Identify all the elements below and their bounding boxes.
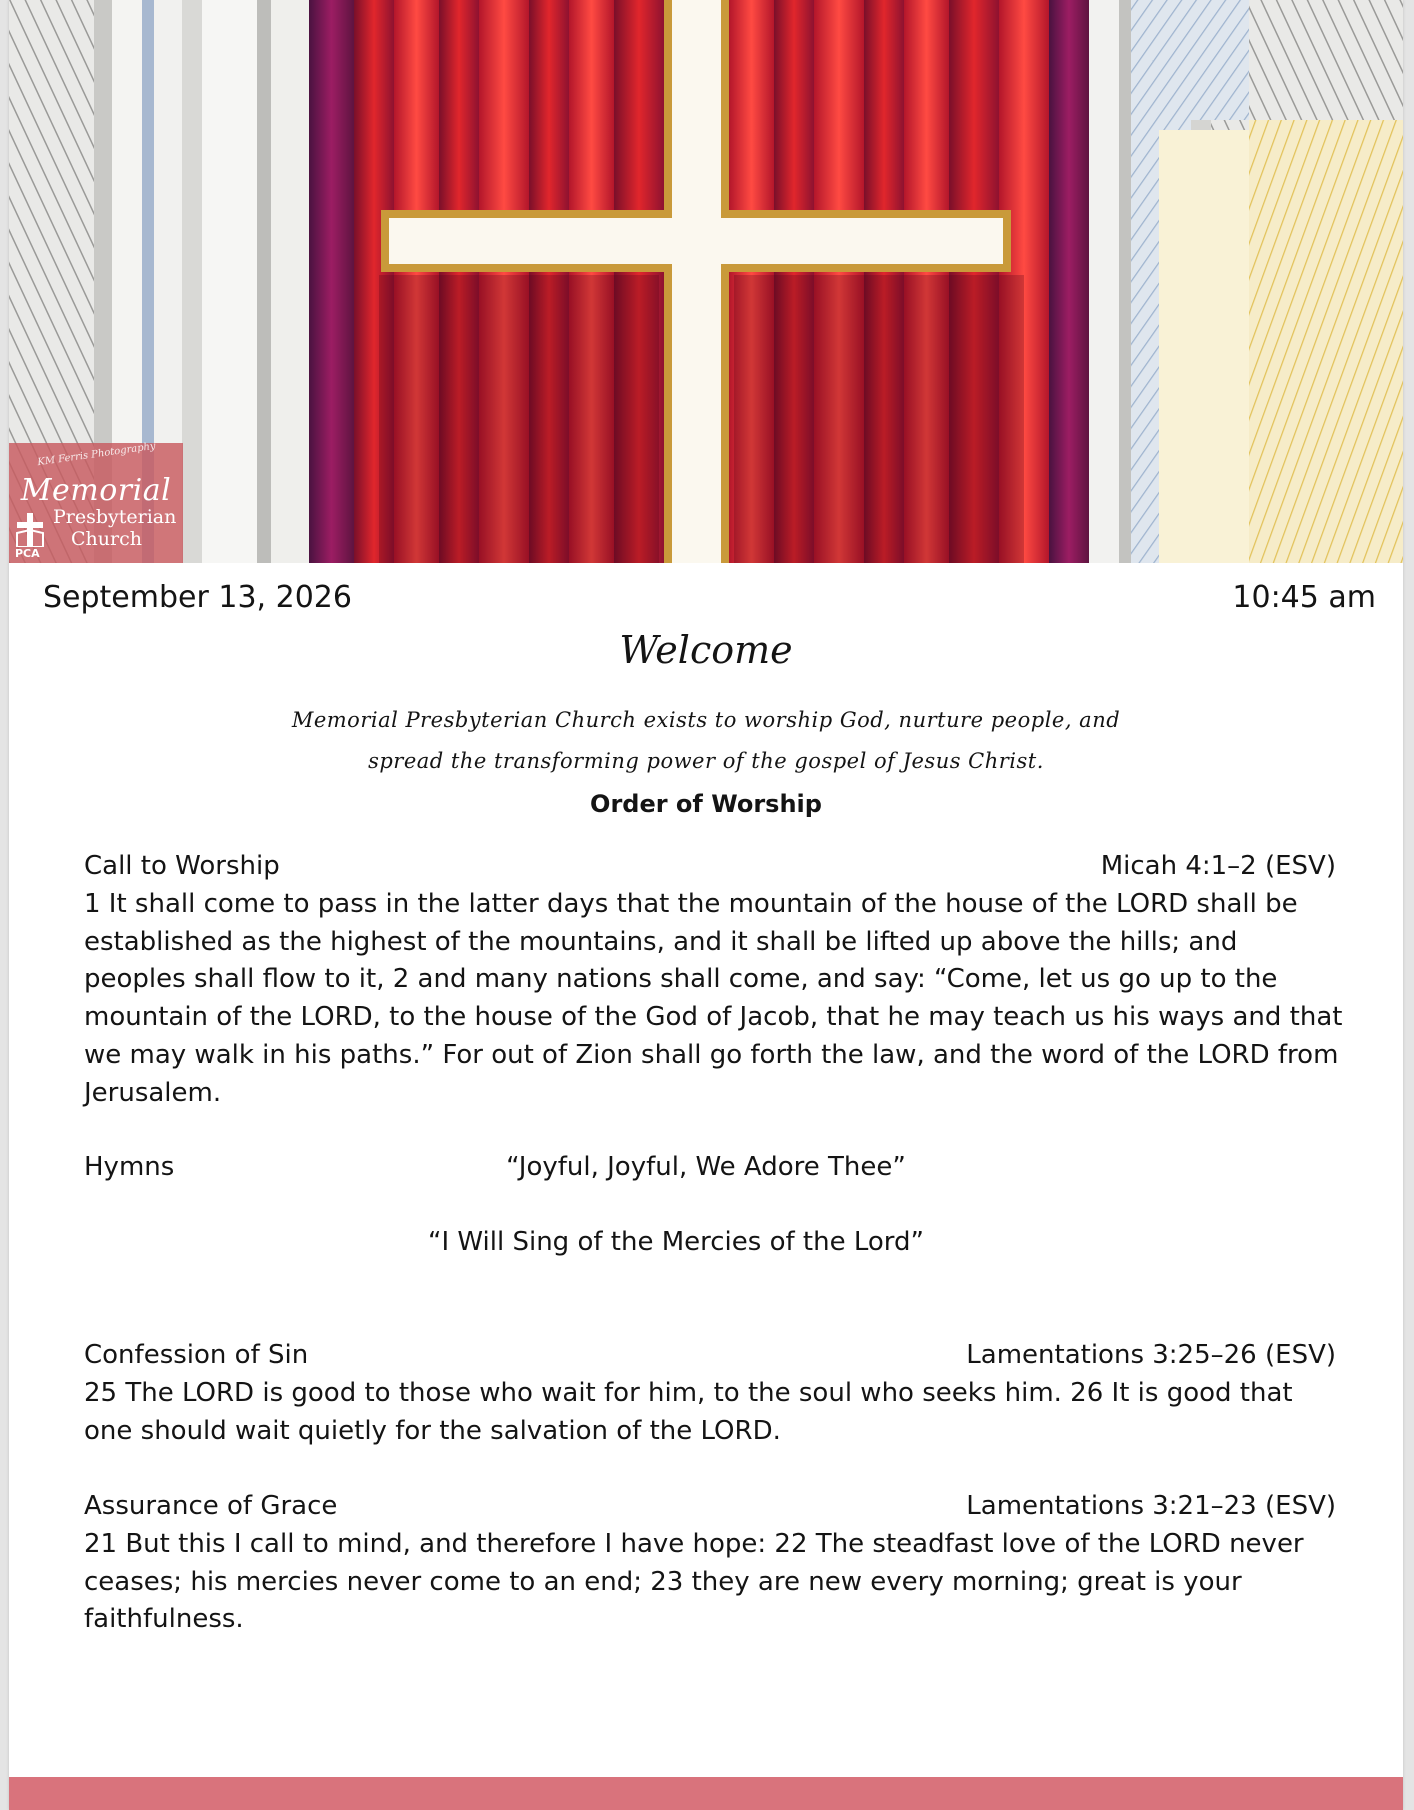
- footer-accent-bar: [9, 1777, 1403, 1810]
- welcome-heading: Welcome: [619, 628, 793, 672]
- service-date: September 13, 2026: [43, 580, 352, 615]
- order-of-worship-heading: Order of Worship: [590, 790, 822, 818]
- hymns-label: Hymns: [84, 1152, 175, 1182]
- assurance-text: 21 But this I call to mind, and therefore I have hope: 22 The steadfast love of the LORD never ceases; his mercies never come to an end; 23 they are new every morning; great is your faithfulness.: [84, 1529, 1304, 1635]
- mission-line-2: spread the transforming power of the gospel of Jesus Christ.: [368, 749, 1044, 773]
- confession-label: Confession of Sin: [84, 1340, 309, 1370]
- service-time: 10:45 am: [1232, 580, 1376, 615]
- call-to-worship-text: 1 It shall come to pass in the latter days that the mountain of the house of the LORD shall be established as the highest of the mountains, and it shall be lifted up above the hills; and peoples shall flow to it, 2 and many nations shall come, and say: “Come, let us go up to the mountain of the LORD, to the house of the God of Jacob, that he may teach us his ways and that we may walk in his paths.” For out of Zion shall go forth the law, and the word of the LORD from Jerusalem.: [84, 889, 1343, 1108]
- logo-memorial-text: Memorial: [20, 473, 172, 508]
- bulletin-page: [9, 0, 1403, 1810]
- confession-reference: Lamentations 3:25–26 (ESV): [966, 1340, 1336, 1370]
- call-to-worship-reference: Micah 4:1–2 (ESV): [1100, 851, 1336, 881]
- pca-badge: PCA: [15, 547, 40, 560]
- church-logo: [9, 440, 183, 563]
- confession-text: 25 The LORD is good to those who wait for him, to the soul who seeks him. 26 It is good that one should wait quietly for the salvation of the LORD.: [84, 1378, 1293, 1446]
- hero-image: [9, 0, 1403, 563]
- cross-window-illustration: [9, 0, 1403, 563]
- assurance-reference: Lamentations 3:21–23 (ESV): [966, 1491, 1336, 1521]
- logo-presbyterian-text: Presbyterian: [53, 506, 177, 528]
- mission-statement: [189, 700, 1223, 782]
- church-cross-icon: [15, 513, 45, 547]
- mission-line-1: Memorial Presbyterian Church exists to worship God, nurture people, and: [291, 708, 1121, 732]
- photographer-credit: KM Ferris Photography: [36, 440, 157, 469]
- logo-church-text: Church: [71, 528, 142, 550]
- assurance-label: Assurance of Grace: [84, 1491, 338, 1521]
- hymn-1: “Joyful, Joyful, We Adore Thee”: [506, 1152, 906, 1182]
- call-to-worship-label: Call to Worship: [84, 851, 280, 881]
- hymn-2: “I Will Sing of the Mercies of the Lord”: [428, 1227, 924, 1257]
